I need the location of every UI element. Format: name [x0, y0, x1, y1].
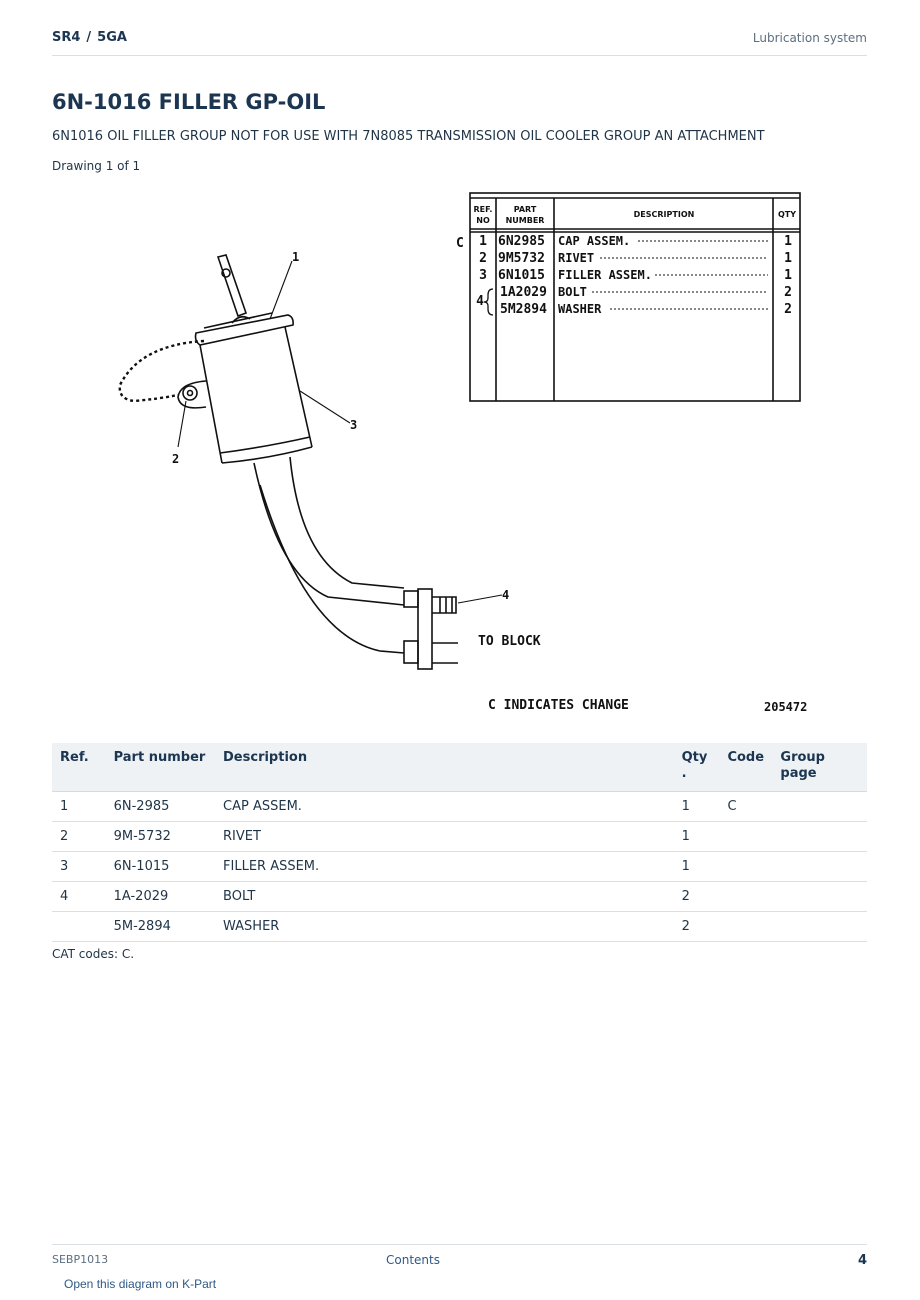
breadcrumb-separator: / — [86, 30, 92, 45]
header-code: Code — [719, 743, 772, 792]
inset-qty: 1 — [784, 268, 792, 283]
footer-divider — [52, 1244, 867, 1245]
inset-description: RIVET — [558, 251, 595, 265]
cell-qty: 2 — [674, 912, 720, 942]
callout-leaders — [178, 261, 502, 603]
inset-part-number: 6N2985 — [498, 234, 545, 249]
table-header-row — [52, 743, 867, 792]
cell-ref: 1 — [52, 792, 106, 822]
parts-diagram-svg — [100, 185, 820, 725]
cell-description: RIVET — [215, 822, 674, 852]
drawing-count: Drawing 1 of 1 — [52, 159, 141, 173]
inset-group-brace — [484, 289, 493, 315]
cell-qty: 1 — [674, 852, 720, 882]
inset-qty: 1 — [784, 251, 792, 266]
parts-diagram — [100, 185, 820, 725]
header-group-page — [772, 743, 867, 792]
page-number: 4 — [857, 1253, 867, 1268]
model-label: SR4 — [52, 30, 81, 45]
illustration-number: 205472 — [764, 700, 808, 714]
cell-group-page — [772, 882, 867, 912]
cell-code — [719, 912, 772, 942]
cell-code — [719, 822, 772, 852]
header-part-number: Part number — [106, 743, 215, 792]
cell-code — [719, 852, 772, 882]
to-block-label: TO BLOCK — [478, 634, 541, 649]
cell-part-number: 6N-1015 — [106, 852, 215, 882]
inset-qty: 1 — [784, 234, 792, 249]
serial-label: 5GA — [97, 30, 127, 45]
cell-group-page — [772, 852, 867, 882]
table-row — [52, 912, 867, 942]
inset-description: BOLT — [558, 285, 587, 299]
document-id: SEBP1013 — [52, 1253, 109, 1266]
cell-qty: 1 — [674, 822, 720, 852]
inset-description: FILLER ASSEM. — [558, 268, 652, 282]
inset-header-description: DESCRIPTION — [633, 210, 695, 219]
inset-header-part-number: NUMBER — [505, 216, 545, 225]
table-row — [52, 822, 867, 852]
inset-part-number: 9M5732 — [498, 251, 545, 266]
inset-ref: 1 — [479, 234, 487, 249]
inset-change-mark: C — [456, 236, 464, 251]
cell-description: BOLT — [215, 882, 674, 912]
inset-description: CAP ASSEM. — [558, 234, 631, 248]
header-group-label: Group — [780, 750, 825, 765]
inset-ref: 2 — [479, 251, 487, 266]
parts-table — [52, 743, 867, 942]
cell-part-number: 6N-2985 — [106, 792, 215, 822]
inset-part-number: 6N1015 — [498, 268, 545, 283]
inset-header-part: PART — [513, 205, 537, 214]
open-k-part-link[interactable]: Open this diagram on K-Part — [64, 1277, 217, 1291]
cell-description: WASHER — [215, 912, 674, 942]
table-row — [52, 792, 867, 822]
header-divider — [52, 55, 867, 56]
cell-qty: 2 — [674, 882, 720, 912]
cell-qty: 1 — [674, 792, 720, 822]
inset-group-ref: 4 — [476, 294, 484, 309]
cat-codes-note: CAT codes: C. — [52, 947, 135, 961]
cell-group-page — [772, 822, 867, 852]
callout-1: 1 — [292, 250, 300, 264]
callout-2: 2 — [172, 452, 180, 466]
cell-description: CAP ASSEM. — [215, 792, 674, 822]
inset-ref: 3 — [479, 268, 487, 283]
table-row — [52, 852, 867, 882]
inset-qty: 2 — [784, 302, 792, 317]
cell-part-number: 9M-5732 — [106, 822, 215, 852]
header-qty — [674, 743, 720, 792]
cell-ref — [52, 912, 106, 942]
cell-group-page — [772, 912, 867, 942]
inset-description: WASHER — [558, 302, 602, 316]
cell-part-number: 1A-2029 — [106, 882, 215, 912]
breadcrumb — [52, 30, 127, 45]
inset-header-ref: REF. — [473, 205, 493, 214]
cell-ref: 3 — [52, 852, 106, 882]
cell-ref: 4 — [52, 882, 106, 912]
inset-part-number: 5M2894 — [500, 302, 547, 317]
inset-header-ref-no: NO — [476, 216, 490, 225]
header-ref: Ref. — [52, 743, 106, 792]
cell-group-page — [772, 792, 867, 822]
page-title: 6N-1016 FILLER GP-OIL — [52, 90, 326, 114]
callout-3: 3 — [350, 418, 358, 432]
cell-code: C — [719, 792, 772, 822]
callout-4: 4 — [502, 588, 510, 602]
header-qty-dot: . — [681, 766, 687, 781]
change-note: C INDICATES CHANGE — [488, 698, 629, 713]
cell-code — [719, 882, 772, 912]
header-qty-label: Qty — [681, 750, 708, 765]
header-description: Description — [215, 743, 674, 792]
section-name: Lubrication system — [752, 31, 867, 45]
group-description: 6N1016 OIL FILLER GROUP NOT FOR USE WITH 7N8085 TRANSMISSION OIL COOLER GROUP AN ATTACHMENT — [52, 129, 765, 144]
header-page-label: page — [780, 766, 817, 781]
contents-link[interactable]: Contents — [386, 1253, 440, 1267]
inset-header-qty: QTY — [777, 210, 797, 219]
bead-chain — [120, 341, 204, 401]
filler-illustration — [178, 255, 458, 669]
cell-part-number: 5M-2894 — [106, 912, 215, 942]
table-row — [52, 882, 867, 912]
cell-ref: 2 — [52, 822, 106, 852]
inset-part-number: 1A2029 — [500, 285, 547, 300]
cell-description: FILLER ASSEM. — [215, 852, 674, 882]
inset-qty: 2 — [784, 285, 792, 300]
